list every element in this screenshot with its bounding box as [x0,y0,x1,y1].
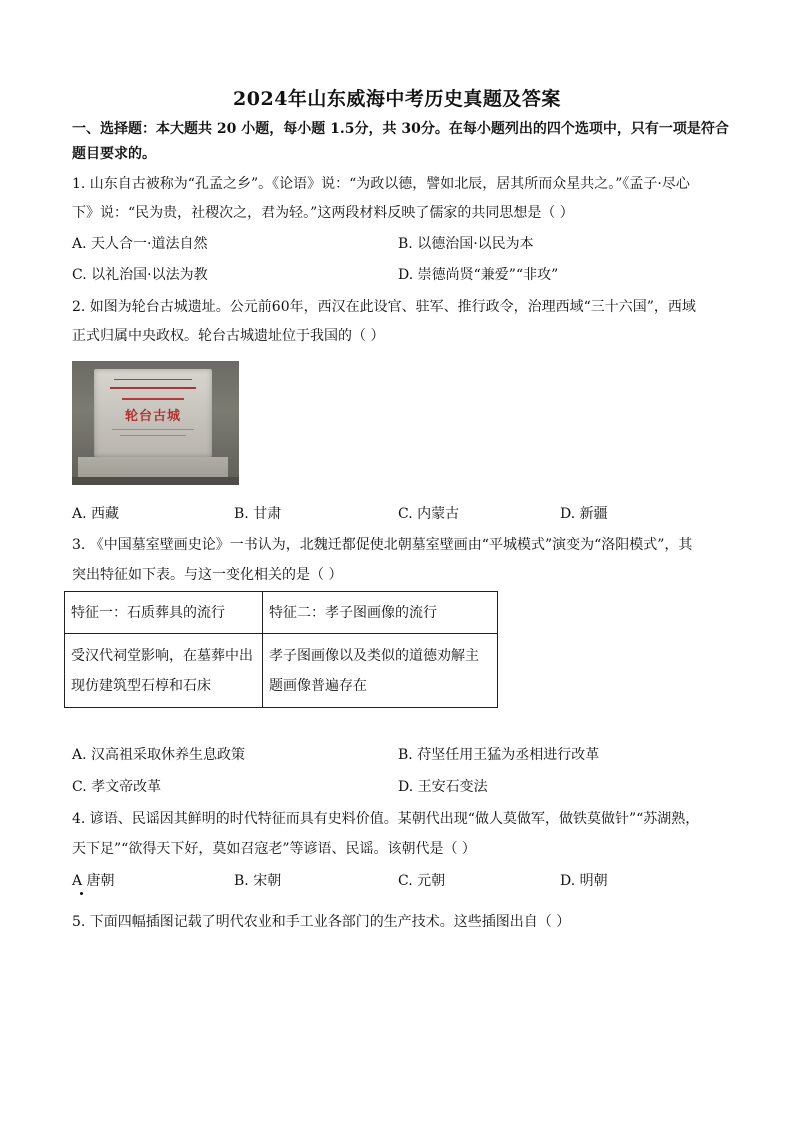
table-row [65,634,498,708]
question-text-line: 突出特征如下表。与这一变化相关的是（ ） [72,567,343,583]
question-text-line: 1. 山东自古被称为“孔孟之乡”。《论语》说：“为政以德，譬如北辰，居其所而众星共之。”《孟子·尽心 [72,176,690,192]
option-d: D. 崇德尚贤“兼爱”“非攻” [398,267,559,283]
option-a: A. 天人合一·道法自然 [72,236,208,252]
option-c: C. 内蒙古 [398,506,460,522]
section-heading-line-1: 一、选择题：本大题共 20 小题，每小题 1.5分，共 30分。在每小题列出的四个选项中，只有一项是符合 [72,121,729,137]
option-a: A. 汉高祖采取休养生息政策 [72,747,246,763]
features-table [64,591,498,708]
stone-tablet [94,369,212,457]
question-text-line: 2. 如图为轮台古城遗址。公元前60年，西汉在此设官、驻军、推行政令，治理西域“三十六国”，西域 [72,299,696,315]
table-cell-line: 孝子图画像以及类似的道德劝解主 [269,647,479,664]
stray-dot [80,892,83,895]
question-text-line: 5. 下面四幅插图记载了明代农业和手工业各部门的生产技术。这些插图出自（ ） [72,914,571,930]
table-cell [263,634,498,708]
option-b: B. 以德治国·以民为本 [398,236,534,252]
table-header-row [65,592,498,634]
page-title: 2024年山东威海中考历史真题及答案 [233,88,561,110]
table-cell-line: 题画像普遍存在 [269,677,367,694]
tablet-inscription: 轮台古城 [124,409,181,424]
luntai-ruins-photo [72,361,239,485]
table-cell [65,634,263,708]
question-text-line: 4. 谚语、民谣因其鲜明的时代特征而具有史料价值。某朝代出现“做人莫做军，做铁莫做针”“苏湖熟， [72,811,700,827]
question-text-line: 正式归属中央政权。轮台古城遗址位于我国的（ ） [72,328,385,344]
option-a: A. 西藏 [72,506,120,522]
table-cell-line: 受汉代祠堂影响，在墓葬中出 [71,647,253,664]
option-d: D. 明朝 [560,873,608,889]
option-c: C. 以礼治国·以法为教 [72,267,208,283]
option-d: D. 新疆 [560,506,608,522]
question-text-line: 天下足”“欲得天下好，莫如召寇老”等谚语、民谣。该朝代是（ ） [72,841,476,857]
ground [72,477,239,485]
section-heading-line-2: 题目要求的。 [72,146,156,162]
option-b: B. 宋朝 [234,873,282,889]
table-header-cell: 特征一：石质葬具的流行 [65,592,263,634]
option-b: B. 苻坚任用王猛为丞相进行改革 [398,747,600,763]
option-d: D. 王安石变法 [398,779,488,795]
question-text-line: 3. 《中国墓室壁画史论》一书认为，北魏迁都促使北朝墓室壁画由“平城模式”演变为“洛阳模式”，其 [72,537,693,553]
table-cell-line: 现仿建筑型石椁和石床 [71,677,211,694]
option-c: C. 孝文帝改革 [72,779,162,795]
option-a: A 唐朝 [72,873,115,889]
question-text-line: 下》说：“民为贵，社稷次之，君为轻。”这两段材料反映了儒家的共同思想是（ ） [72,205,574,221]
option-c: C. 元朝 [398,873,446,889]
option-b: B. 甘肃 [234,506,282,522]
table-header-cell: 特征二：孝子图画像的流行 [263,592,498,634]
